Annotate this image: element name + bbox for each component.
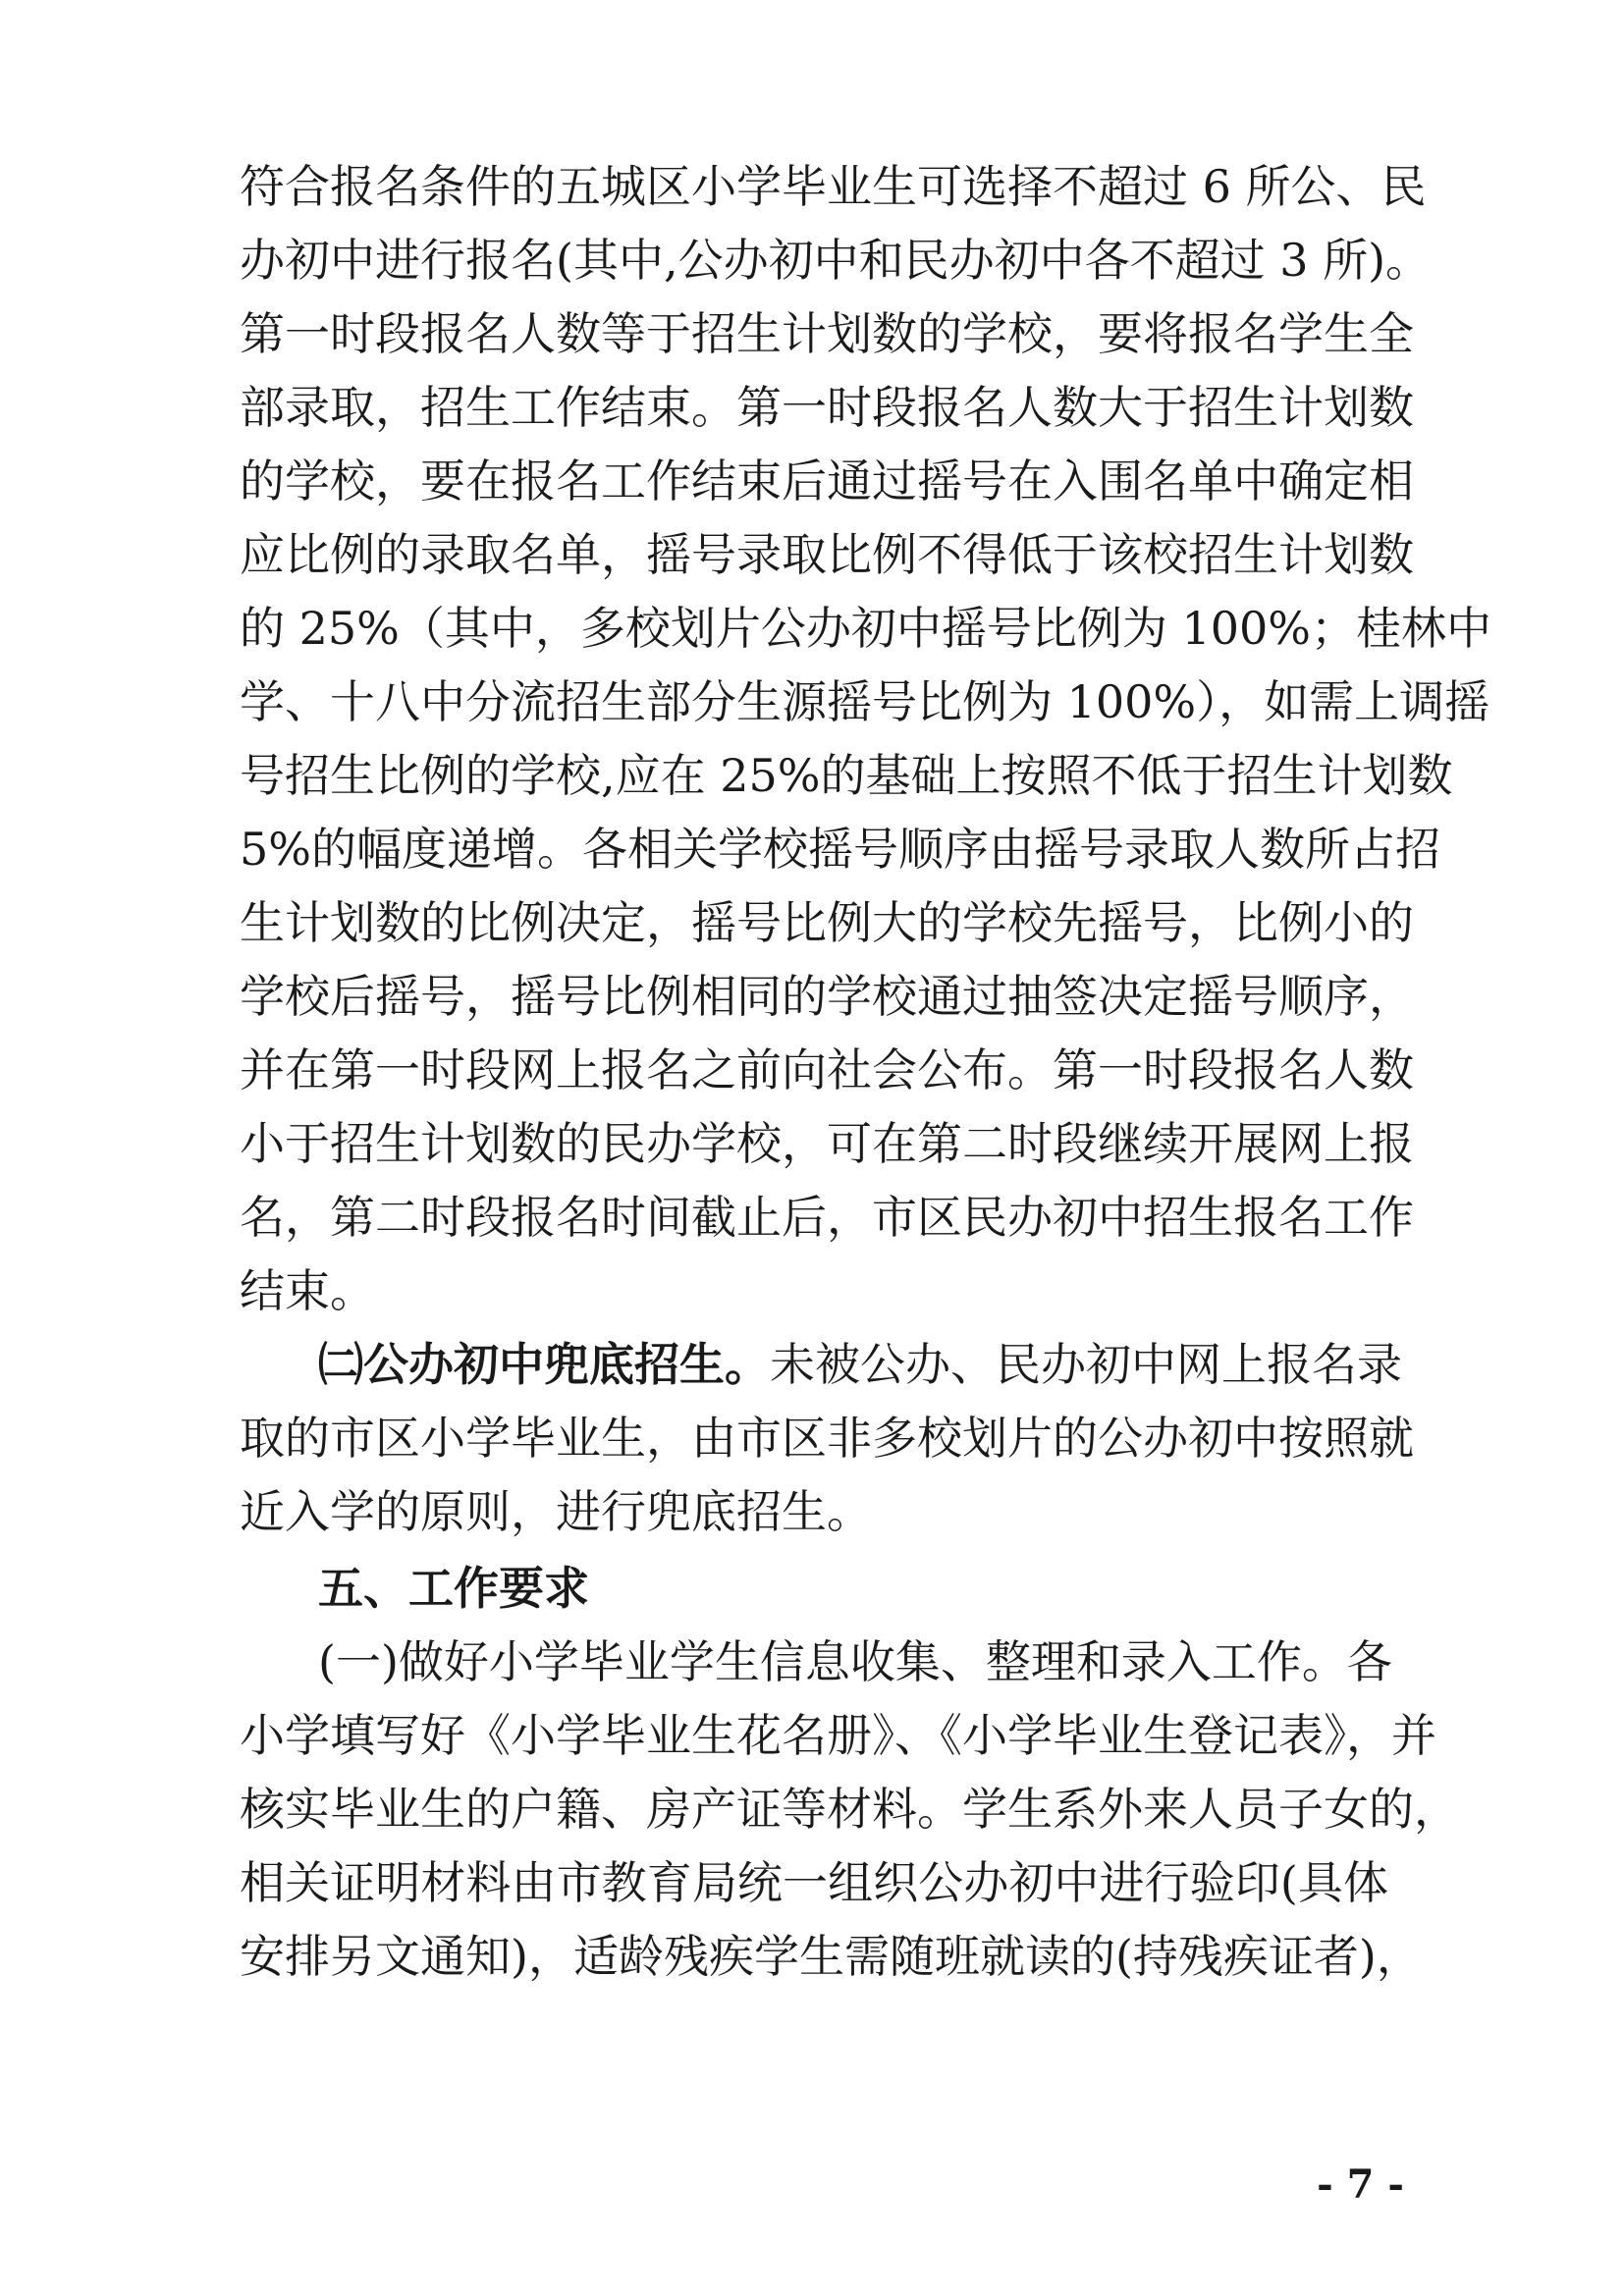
paragraph-line: 号招生比例的学校,应在 25%的基础上按照不低于招生计划数: [240, 749, 1453, 802]
paragraph-line: 小于招生计划数的民办学校，可在第二时段继续开展网上报: [240, 1117, 1414, 1170]
paragraph-line: 学、十八中分流招生部分生源摇号比例为 100%），如需上调摇: [240, 675, 1490, 728]
paragraph-line: 办初中进行报名(其中,公办初中和民办初中各不超过 3 所)。: [240, 234, 1432, 287]
paragraph-line: 名，第二时段报名时间截止后，市区民办初中招生报名工作: [240, 1191, 1414, 1244]
paragraph-text: 未被公办、民办初中网上报名录: [770, 1338, 1402, 1391]
paragraph-line: 的学校，要在报名工作结束后通过摇号在入围名单中确定相: [240, 454, 1414, 507]
paragraph-line: 符合报名条件的五城区小学毕业生可选择不超过 6 所公、民: [240, 160, 1427, 213]
paragraph-line: 第一时段报名人数等于招生计划数的学校，要将报名学生全: [240, 307, 1414, 360]
paragraph-line: 的 25%（其中，多校划片公办初中摇号比例为 100%；桂林中: [240, 602, 1491, 655]
paragraph-line: 应比例的录取名单，摇号录取比例不得低于该校招生计划数: [240, 528, 1414, 581]
paragraph-line: 5%的幅度递增。各相关学校摇号顺序由摇号录取人数所占招: [240, 823, 1440, 876]
paragraph-first-line: [318, 1325, 1402, 1404]
section-heading: 五、工作要求: [318, 1562, 589, 1615]
paragraph-line: 并在第一时段网上报名之前向社会公布。第一时段报名人数: [240, 1043, 1414, 1096]
paragraph-line: 安排另文通知)，适龄残疾学生需随班就读的(持残疾证者)，: [240, 1930, 1422, 1983]
paragraph-line: 取的市区小学毕业生，由市区非多校划片的公办初中按照就: [240, 1412, 1414, 1465]
paragraph-line: 生计划数的比例决定，摇号比例大的学校先摇号，比例小的: [240, 896, 1414, 949]
paragraph-line: 近入学的原则，进行兜底招生。: [240, 1485, 872, 1538]
paragraph-line: 学校后摇号，摇号比例相同的学校通过抽签决定摇号顺序，: [240, 970, 1414, 1023]
paragraph-line: 相关证明材料由市教育局统一组织公办初中进行验印(具体: [240, 1856, 1388, 1909]
paragraph-line: 部录取，招生工作结束。第一时段报名人数大于招生计划数: [240, 381, 1414, 434]
paragraph-line: 核实毕业生的户籍、房产证等材料。学生系外来人员子女的，: [240, 1783, 1459, 1836]
page-number: - 7 -: [1317, 2162, 1404, 2208]
paragraph-line: (一)做好小学毕业学生信息收集、整理和录入工作。各: [318, 1635, 1392, 1688]
paragraph-line: 结束。: [240, 1264, 375, 1317]
subsection-heading: ㈡公办初中兜底招生。: [318, 1338, 770, 1391]
paragraph-line: 小学填写好《小学毕业生花名册》、《小学毕业生登记表》，并: [240, 1709, 1436, 1762]
